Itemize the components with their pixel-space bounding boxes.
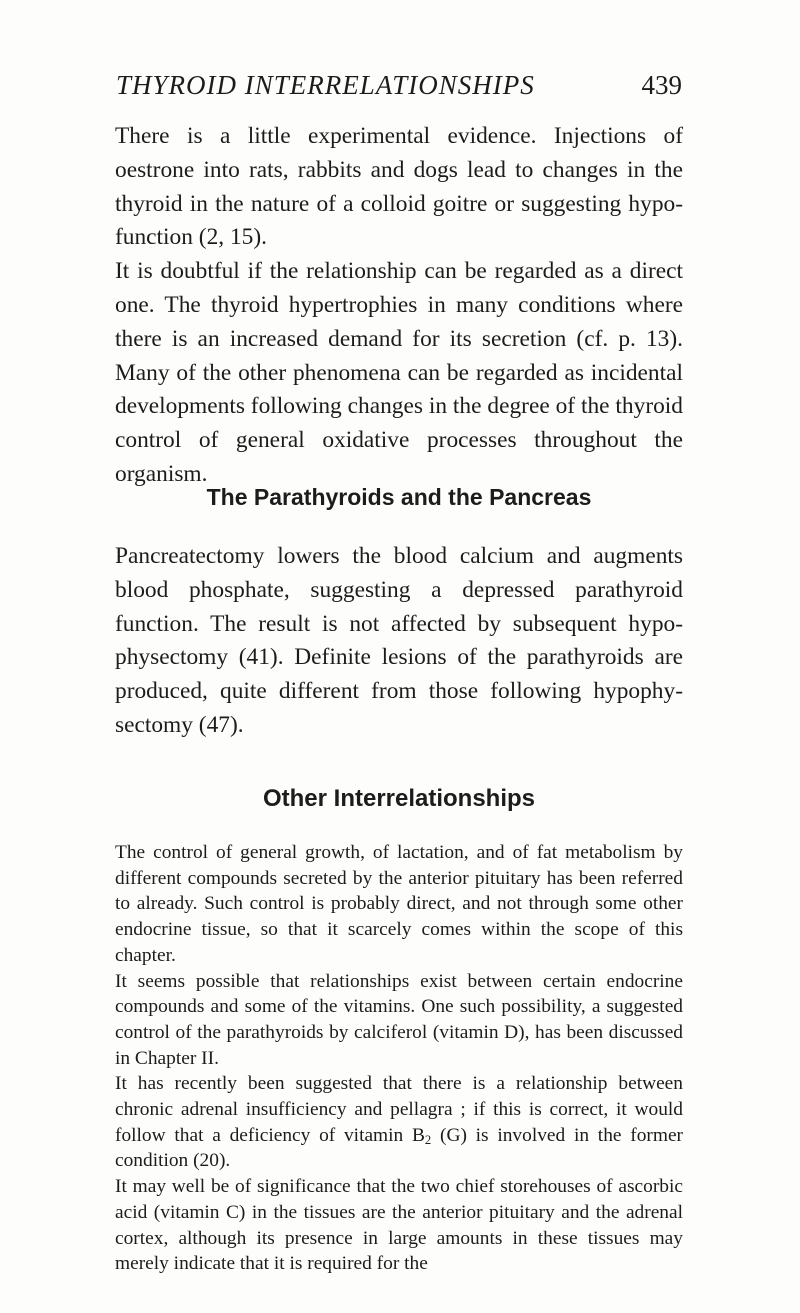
paragraph: Pancreatectomy lowers the blood calcium and augments blood phosphate, suggesting a depressed parathyroid function. The result is not affected by subsequent hypo-physectomy (41). Definite lesions of the parathyroids are produced, quite different from those following hypophy-sectomy (47). [115,543,683,738]
paragraph: The control of general growth, of lactation, and of fat metabolism by different compounds secreted by the anterior pituitary has been referred to already. Such control is probably direct, and not through some other endocrine tissue, so that it scarcely comes within the scope of this chapter. [115,842,683,966]
paragraph: It is doubtful if the relationship can be regarded as a direct one. The thyroid hypertrophies in many conditions where there is an increased demand for its secretion (cf. p. 13). Many of the other phenomena can be regarded as incidental developments following changes in the degree of the thyroid control of general oxidative processes throughout the organism. [115,258,683,487]
paragraph: There is a little experimental evidence. Injections of oestrone into rats, rabbits and dogs lead to changes in the thyroid in the nature of a colloid goitre or suggesting hypo-function (2, 15). [115,123,683,251]
running-head [116,70,682,110]
section-heading: Other Interrelationships [262,785,536,812]
paragraph [115,1071,683,1174]
running-title: THYROID INTERRELATIONSHIPS [116,70,535,100]
opening-text [115,120,683,492]
section-parathyroids-text [115,540,683,743]
paragraph-text: It has recently been suggested that there is a relationship between chronic adrenal insufficiency and pellagra ; if this is correct, it would follow that a deficiency of vitamin B [115,1073,683,1146]
section-heading: The Parathyroids and the Pancreas [206,484,592,510]
paragraph: It seems possible that relationships exist between certain endocrine compounds and some of the vitamins. One such possibility, a suggested control of the parathyroids by calciferol (vitamin D), has been discussed in Chapter II. [115,970,683,1069]
subscript: 2 [424,1132,432,1147]
paragraph: It may well be of significance that the two chief storehouses of ascorbic acid (vitamin C) in the tissues are the anterior pituitary and the adrenal cortex, although its presence in large amounts in these tissues may merely indicate that it is required for the [115,1176,683,1275]
section-other-text [115,840,683,1277]
paragraph-text: (G) is involved in the former condition (20). [115,1124,684,1172]
page-number: 439 [641,70,682,100]
